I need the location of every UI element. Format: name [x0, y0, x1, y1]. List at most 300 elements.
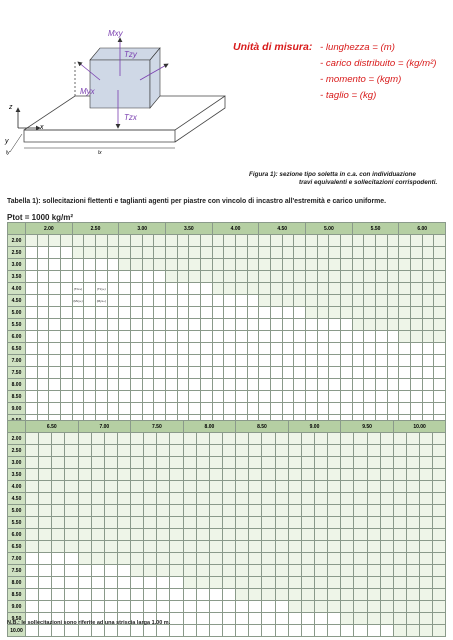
value-cell: [107, 343, 119, 355]
value-cell: [131, 529, 144, 541]
results-table-2: [7, 420, 446, 637]
value-cell: [328, 625, 341, 637]
value-cell: [91, 601, 104, 613]
value-cell: [271, 331, 283, 343]
value-cell: [399, 235, 411, 247]
value-cell: [420, 625, 433, 637]
value-cell: [144, 589, 157, 601]
value-cell: [65, 589, 78, 601]
value-cell: [65, 553, 78, 565]
value-cell: [341, 433, 354, 445]
value-cell: [52, 541, 65, 553]
value-cell: [49, 379, 61, 391]
value-cell: [294, 307, 306, 319]
value-cell: [104, 625, 117, 637]
value-cell: [117, 469, 130, 481]
value-cell: [60, 235, 72, 247]
value-cell: [282, 283, 294, 295]
value-cell: [37, 319, 49, 331]
value-cell: [49, 259, 61, 271]
value-cell: [420, 565, 433, 577]
value-cell: [393, 589, 406, 601]
value-cell: [49, 235, 61, 247]
value-cell: [26, 379, 38, 391]
value-cell: [422, 235, 434, 247]
value-cell: [422, 271, 434, 283]
value-cell: [183, 625, 196, 637]
value-cell: [200, 295, 212, 307]
value-cell: [294, 379, 306, 391]
value-cell: [119, 247, 131, 259]
value-cell: [247, 295, 259, 307]
value-cell: [142, 343, 154, 355]
value-cell: [52, 601, 65, 613]
value-cell: [282, 307, 294, 319]
value-cell: [65, 601, 78, 613]
value-cell: [306, 319, 318, 331]
value-cell: [247, 355, 259, 367]
value-cell: [170, 529, 183, 541]
value-cell: [259, 247, 271, 259]
value-cell: [411, 271, 423, 283]
value-cell: [170, 433, 183, 445]
value-cell: [294, 247, 306, 259]
value-cell: [367, 625, 380, 637]
value-cell: [223, 553, 236, 565]
value-cell: [26, 565, 39, 577]
value-cell: [78, 505, 91, 517]
value-cell: [406, 433, 419, 445]
value-cell: [341, 343, 353, 355]
value-cell: [393, 505, 406, 517]
value-cell: [420, 577, 433, 589]
value-cell: [154, 247, 166, 259]
value-cell: [249, 469, 262, 481]
value-cell: [49, 271, 61, 283]
value-cell: [166, 319, 178, 331]
value-cell: [247, 247, 259, 259]
value-cell: [314, 469, 327, 481]
value-cell: [422, 355, 434, 367]
value-cell: [420, 613, 433, 625]
column-header: 2.50: [72, 223, 119, 235]
value-cell: [224, 283, 236, 295]
value-cell: [196, 589, 209, 601]
value-cell: [329, 379, 341, 391]
value-cell: [341, 271, 353, 283]
value-cell: [223, 601, 236, 613]
value-cell: [183, 553, 196, 565]
value-cell: [177, 271, 189, 283]
value-cell: [131, 625, 144, 637]
value-cell: [52, 577, 65, 589]
value-cell: [91, 517, 104, 529]
value-cell: [91, 625, 104, 637]
value-cell: [49, 343, 61, 355]
value-cell: [328, 541, 341, 553]
value-cell: [406, 517, 419, 529]
value-cell: [84, 235, 96, 247]
value-cell: [200, 331, 212, 343]
value-cell: [387, 259, 399, 271]
value-cell: [131, 589, 144, 601]
value-cell: [275, 505, 288, 517]
value-cell: [131, 331, 143, 343]
value-cell: [223, 625, 236, 637]
value-cell: [95, 319, 107, 331]
value-cell: [131, 505, 144, 517]
value-cell: [170, 577, 183, 589]
value-cell: [393, 625, 406, 637]
value-cell: [275, 565, 288, 577]
value-cell: [144, 529, 157, 541]
value-cell: [329, 259, 341, 271]
value-cell: [434, 367, 446, 379]
row-header: 7.00: [8, 553, 26, 565]
value-cell: [84, 391, 96, 403]
value-cell: [301, 517, 314, 529]
value-cell: [49, 391, 61, 403]
value-cell: [411, 391, 423, 403]
value-cell: [352, 247, 364, 259]
value-cell: [104, 553, 117, 565]
value-cell: [367, 517, 380, 529]
value-cell: [434, 235, 446, 247]
value-cell: [154, 271, 166, 283]
legend-item: (Tzy+): [95, 283, 107, 295]
value-cell: [144, 433, 157, 445]
unit-moment: - momento = (kgm): [320, 73, 437, 89]
value-cell: [212, 343, 224, 355]
value-cell: [37, 259, 49, 271]
value-cell: [282, 247, 294, 259]
value-cell: [189, 355, 201, 367]
value-cell: [236, 625, 249, 637]
value-cell: [364, 319, 376, 331]
value-cell: [26, 259, 38, 271]
value-cell: [144, 601, 157, 613]
value-cell: [91, 505, 104, 517]
value-cell: [236, 481, 249, 493]
value-cell: [380, 529, 393, 541]
value-cell: [354, 589, 367, 601]
value-cell: [104, 529, 117, 541]
value-cell: [224, 271, 236, 283]
value-cell: [166, 307, 178, 319]
value-cell: [72, 391, 84, 403]
value-cell: [328, 457, 341, 469]
value-cell: [131, 493, 144, 505]
value-cell: [177, 235, 189, 247]
value-cell: [189, 259, 201, 271]
value-cell: [367, 433, 380, 445]
value-cell: [341, 505, 354, 517]
value-cell: [84, 271, 96, 283]
value-cell: [200, 247, 212, 259]
value-cell: [200, 391, 212, 403]
column-header: 9.50: [341, 421, 394, 433]
value-cell: [247, 403, 259, 415]
value-cell: [341, 391, 353, 403]
value-cell: [183, 445, 196, 457]
value-cell: [317, 235, 329, 247]
value-cell: [196, 445, 209, 457]
value-cell: [354, 469, 367, 481]
value-cell: [275, 445, 288, 457]
value-cell: [84, 259, 96, 271]
value-cell: [26, 355, 38, 367]
value-cell: [352, 403, 364, 415]
value-cell: [420, 517, 433, 529]
value-cell: [144, 493, 157, 505]
value-cell: [131, 433, 144, 445]
value-cell: [144, 577, 157, 589]
value-cell: [189, 319, 201, 331]
value-cell: [49, 355, 61, 367]
value-cell: [78, 469, 91, 481]
value-cell: [301, 433, 314, 445]
value-cell: [422, 259, 434, 271]
value-cell: [72, 307, 84, 319]
value-cell: [26, 307, 38, 319]
value-cell: [166, 379, 178, 391]
value-cell: [117, 589, 130, 601]
value-cell: [367, 457, 380, 469]
value-cell: [117, 625, 130, 637]
value-cell: [247, 271, 259, 283]
value-cell: [262, 565, 275, 577]
row-header: 3.50: [8, 469, 26, 481]
value-cell: [288, 577, 301, 589]
value-cell: [39, 541, 52, 553]
value-cell: [364, 259, 376, 271]
value-cell: [314, 565, 327, 577]
value-cell: [259, 283, 271, 295]
value-cell: [224, 319, 236, 331]
value-cell: [411, 379, 423, 391]
value-cell: [209, 553, 222, 565]
value-cell: [393, 613, 406, 625]
row-header: 4.50: [8, 493, 26, 505]
value-cell: [294, 391, 306, 403]
value-cell: [72, 259, 84, 271]
value-cell: [142, 247, 154, 259]
value-cell: [288, 433, 301, 445]
value-cell: [177, 403, 189, 415]
value-cell: [107, 331, 119, 343]
value-cell: [328, 505, 341, 517]
load-value: Ptot = 1000 kg/m²: [7, 213, 74, 222]
value-cell: [364, 367, 376, 379]
value-cell: [354, 457, 367, 469]
value-cell: [236, 307, 248, 319]
value-cell: [247, 367, 259, 379]
value-cell: [329, 247, 341, 259]
value-cell: [196, 529, 209, 541]
value-cell: [329, 331, 341, 343]
value-cell: [354, 433, 367, 445]
value-cell: [52, 445, 65, 457]
value-cell: [177, 247, 189, 259]
value-cell: [420, 433, 433, 445]
value-cell: [422, 403, 434, 415]
value-cell: [49, 295, 61, 307]
value-cell: [354, 493, 367, 505]
value-cell: [433, 541, 446, 553]
value-cell: [393, 469, 406, 481]
value-cell: [236, 613, 249, 625]
value-cell: [282, 331, 294, 343]
value-cell: [306, 343, 318, 355]
value-cell: [422, 295, 434, 307]
value-cell: [26, 577, 39, 589]
value-cell: [84, 331, 96, 343]
value-cell: [249, 457, 262, 469]
value-cell: [387, 283, 399, 295]
value-cell: [39, 625, 52, 637]
value-cell: [341, 577, 354, 589]
value-cell: [314, 553, 327, 565]
value-cell: [49, 319, 61, 331]
value-cell: [166, 367, 178, 379]
value-cell: [166, 283, 178, 295]
value-cell: [301, 613, 314, 625]
value-cell: [249, 613, 262, 625]
value-cell: [328, 577, 341, 589]
value-cell: [275, 613, 288, 625]
value-cell: [154, 403, 166, 415]
value-cell: [183, 601, 196, 613]
value-cell: [387, 391, 399, 403]
value-cell: [236, 445, 249, 457]
value-cell: [209, 493, 222, 505]
value-cell: [72, 355, 84, 367]
value-cell: [224, 307, 236, 319]
value-cell: [306, 355, 318, 367]
value-cell: [117, 577, 130, 589]
value-cell: [271, 259, 283, 271]
value-cell: [393, 493, 406, 505]
value-cell: [317, 307, 329, 319]
value-cell: [91, 481, 104, 493]
value-cell: [26, 271, 38, 283]
value-cell: [117, 457, 130, 469]
value-cell: [314, 613, 327, 625]
value-cell: [301, 541, 314, 553]
value-cell: [107, 235, 119, 247]
value-cell: [144, 517, 157, 529]
value-cell: [422, 319, 434, 331]
value-cell: [91, 589, 104, 601]
value-cell: [341, 403, 353, 415]
value-cell: [433, 505, 446, 517]
value-cell: [236, 505, 249, 517]
value-cell: [249, 517, 262, 529]
value-cell: [341, 589, 354, 601]
value-cell: [380, 505, 393, 517]
value-cell: [301, 481, 314, 493]
value-cell: [65, 505, 78, 517]
row-header: 5.00: [8, 307, 26, 319]
value-cell: [434, 379, 446, 391]
value-cell: [37, 379, 49, 391]
value-cell: [317, 331, 329, 343]
value-cell: [282, 259, 294, 271]
value-cell: [422, 247, 434, 259]
value-cell: [119, 319, 131, 331]
value-cell: [200, 259, 212, 271]
value-cell: [91, 493, 104, 505]
value-cell: [39, 553, 52, 565]
value-cell: [411, 235, 423, 247]
value-cell: [282, 355, 294, 367]
value-cell: [387, 367, 399, 379]
value-cell: [212, 319, 224, 331]
value-cell: [26, 391, 38, 403]
legend-item: (Myx+): [95, 295, 107, 307]
value-cell: [183, 541, 196, 553]
value-cell: [154, 307, 166, 319]
value-cell: [72, 343, 84, 355]
value-cell: [376, 295, 388, 307]
value-cell: [259, 331, 271, 343]
value-cell: [341, 355, 353, 367]
value-cell: [433, 577, 446, 589]
value-cell: [341, 283, 353, 295]
value-cell: [434, 319, 446, 331]
value-cell: [142, 355, 154, 367]
value-cell: [433, 553, 446, 565]
value-cell: [406, 589, 419, 601]
value-cell: [170, 553, 183, 565]
value-cell: [104, 601, 117, 613]
value-cell: [329, 367, 341, 379]
value-cell: [212, 295, 224, 307]
value-cell: [411, 403, 423, 415]
value-cell: [341, 601, 354, 613]
value-cell: [157, 529, 170, 541]
row-header: 8.50: [8, 391, 26, 403]
value-cell: [422, 391, 434, 403]
value-cell: [406, 613, 419, 625]
value-cell: [60, 379, 72, 391]
value-cell: [364, 283, 376, 295]
value-cell: [196, 553, 209, 565]
value-cell: [212, 331, 224, 343]
value-cell: [387, 343, 399, 355]
value-cell: [271, 307, 283, 319]
value-cell: [104, 493, 117, 505]
value-cell: [209, 517, 222, 529]
value-cell: [262, 613, 275, 625]
value-cell: [154, 283, 166, 295]
value-cell: [196, 625, 209, 637]
value-cell: [314, 517, 327, 529]
row-header: 4.00: [8, 481, 26, 493]
value-cell: [376, 403, 388, 415]
value-cell: [247, 319, 259, 331]
value-cell: [380, 565, 393, 577]
value-cell: [341, 553, 354, 565]
value-cell: [95, 379, 107, 391]
value-cell: [236, 391, 248, 403]
value-cell: [399, 295, 411, 307]
value-cell: [37, 343, 49, 355]
value-cell: [329, 271, 341, 283]
value-cell: [247, 235, 259, 247]
value-cell: [154, 343, 166, 355]
value-cell: [282, 295, 294, 307]
